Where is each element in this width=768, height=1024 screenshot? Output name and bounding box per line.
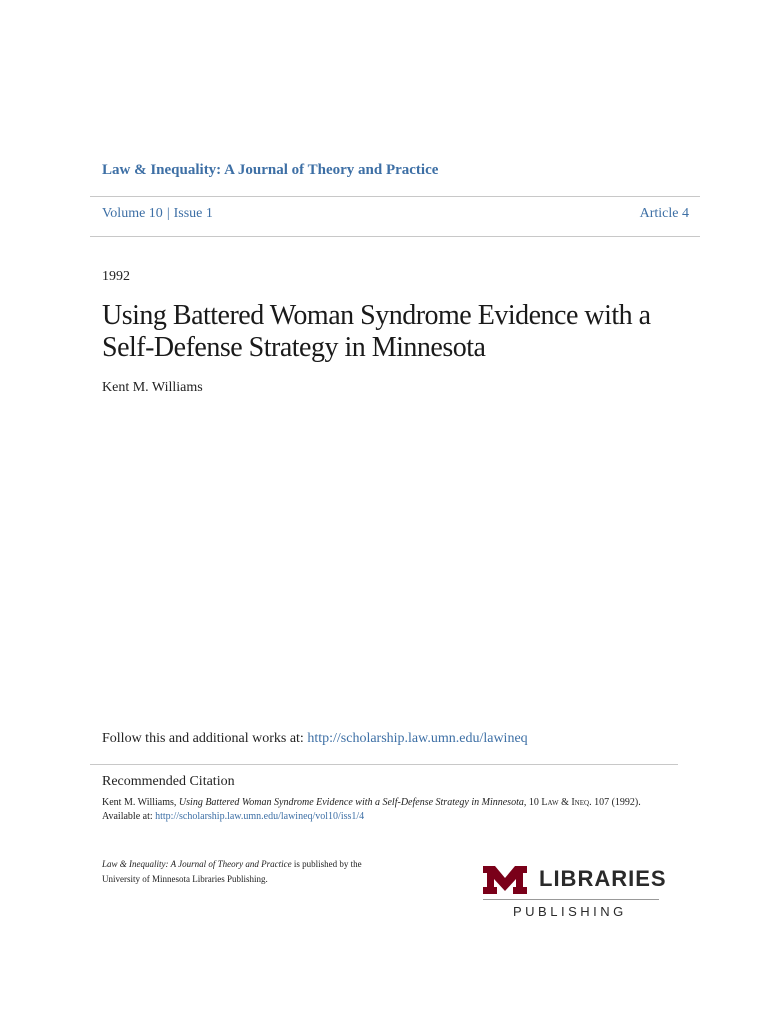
- volume-issue: [102, 206, 213, 222]
- article-number-link[interactable]: Article 4: [639, 206, 689, 221]
- publisher-journal-name: Law & Inequality: A Journal of Theory and Practice: [102, 859, 292, 869]
- available-at-link[interactable]: http://scholarship.law.umn.edu/lawineq/vol10/iss1/4: [155, 811, 365, 822]
- logo-libraries-text: LIBRARIES: [539, 866, 667, 891]
- university-m-icon: [483, 866, 527, 894]
- article-title: Using Battered Woman Syndrome Evidence with a Self-Defense Strategy in Minnesota: [102, 300, 651, 363]
- citation-title: Using Battered Woman Syndrome Evidence with a Self-Defense Strategy in Minnesota: [178, 797, 524, 808]
- logo-divider: [483, 899, 659, 900]
- publication-year: 1992: [102, 269, 130, 284]
- publisher-note: [102, 857, 402, 887]
- citation-journal-abbrev: Law & Ineq.: [541, 797, 592, 808]
- recommended-citation-heading: Recommended Citation: [102, 774, 235, 789]
- issue-link[interactable]: Issue 1: [173, 206, 213, 221]
- citation-author: Kent M. Williams,: [102, 797, 179, 808]
- libraries-publishing-logo[interactable]: [483, 866, 667, 922]
- publisher-note-end: University of Minnesota Libraries Publishing.: [102, 874, 268, 884]
- available-at-label: Available at:: [102, 811, 156, 822]
- volume-link[interactable]: Volume 10: [102, 206, 163, 221]
- volume-issue-separator: |: [166, 206, 170, 221]
- follow-label: Follow this and additional works at:: [102, 731, 308, 746]
- citation-source-post: 107 (1992).: [591, 797, 641, 808]
- follow-line: [102, 731, 528, 747]
- journal-title[interactable]: Law & Inequality: A Journal of Theory and Practice: [102, 162, 439, 178]
- divider: [90, 196, 700, 197]
- logo-publishing-text: PUBLISHING: [513, 904, 627, 919]
- article-author: Kent M. Williams: [102, 380, 203, 395]
- divider: [90, 764, 678, 765]
- citation-source-pre: , 10: [523, 797, 542, 808]
- divider: [90, 236, 700, 237]
- citation-text: [102, 796, 702, 824]
- publisher-note-mid: is published by the: [291, 859, 362, 869]
- follow-url-link[interactable]: http://scholarship.law.umn.edu/lawineq: [307, 731, 528, 746]
